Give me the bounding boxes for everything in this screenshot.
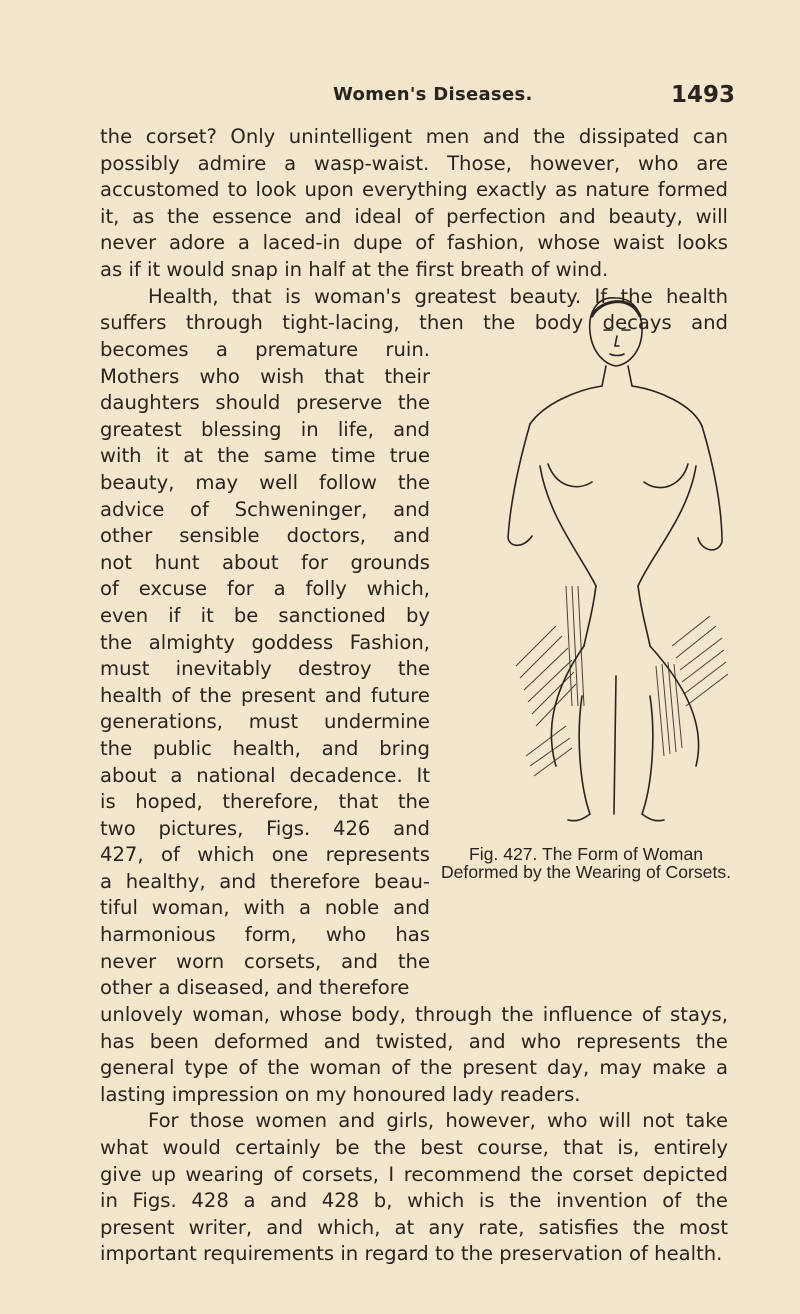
figure-illustration — [496, 286, 736, 826]
text-line: about a national decadence. It — [100, 763, 430, 787]
text-line: generations, must undermine — [100, 710, 430, 734]
text-line: harmonious form, who has — [100, 923, 430, 947]
text-line: advice of Schweninger, and — [100, 497, 430, 521]
text-line: what would certainly be the best course, that is, entirely — [100, 1135, 728, 1159]
text-line: is hoped, therefore, that the — [100, 790, 430, 814]
text-line: two pictures, Figs. 426 and — [100, 816, 430, 840]
text-line: suffers through tight-lacing, then the body decays and — [100, 311, 728, 335]
text-line: the public health, and bring — [100, 736, 430, 760]
text-line: Mothers who wish that their — [100, 364, 430, 388]
text-line: 427, of which one represents — [100, 843, 430, 867]
text-line: accustomed to look upon everything exactly as nature formed — [100, 178, 728, 202]
text-line: never worn corsets, and the — [100, 949, 430, 973]
text-line: beauty, may well follow the — [100, 470, 430, 494]
text-line: never adore a laced-in dupe of fashion, whose waist looks — [100, 231, 728, 255]
text-line: becomes a premature ruin. — [100, 338, 430, 361]
text-line: present writer, and which, at any rate, satisfies the most — [100, 1215, 728, 1239]
running-title: Women's Diseases. — [333, 84, 533, 105]
text-line: health of the present and future — [100, 683, 430, 707]
text-line: important requirements in regard to the preservation of health. — [100, 1242, 723, 1266]
text-line: other sensible doctors, and — [100, 524, 430, 548]
text-line: other a diseased, and therefore — [100, 976, 410, 1000]
text-line: as if it would snap in half at the first breath of wind. — [100, 257, 609, 281]
text-line: the corset? Only unintelligent men and the dissipated can — [100, 125, 728, 148]
page-header — [0, 84, 800, 114]
text-line: For those women and girls, however, who will not take — [148, 1109, 728, 1133]
text-line: possibly admire a wasp-waist. Those, however, who are — [100, 151, 728, 175]
text-line: general type of the woman of the present day, may make a — [100, 1056, 728, 1080]
body-text-bottom — [100, 1002, 728, 1268]
page-number: 1493 — [671, 82, 736, 108]
text-line: it, as the essence and ideal of perfection and beauty, will — [100, 204, 728, 228]
text-line: must inevitably destroy the — [100, 657, 430, 681]
text-line: tiful woman, with a noble and — [100, 896, 430, 920]
text-line: with it at the same time true — [100, 444, 430, 468]
text-line: unlovely woman, whose body, through the influence of stays, — [100, 1003, 728, 1026]
text-line: in Figs. 428 a and 428 b, which is the invention of the — [100, 1189, 728, 1213]
text-line: even if it be sanctioned by — [100, 603, 430, 627]
text-line: has been deformed and twisted, and who represents the — [100, 1029, 728, 1053]
text-line: Health, that is woman's greatest beauty. If the health — [148, 284, 728, 308]
text-line: not hunt about for grounds — [100, 550, 430, 574]
text-line: daughters should preserve the — [100, 391, 430, 415]
text-line: give up wearing of corsets, I recommend the corset depicted — [100, 1162, 728, 1186]
figure-caption: Fig. 427. The Form of Woman Deformed by the Wearing of Corsets. — [440, 844, 732, 882]
text-line: the almighty goddess Fashion, — [100, 630, 430, 654]
text-line: of excuse for a folly which, — [100, 577, 430, 601]
text-line: lasting impression on my honoured lady readers. — [100, 1082, 581, 1106]
text-line: greatest blessing in life, and — [100, 417, 430, 441]
text-line: a healthy, and therefore beau- — [100, 869, 430, 893]
